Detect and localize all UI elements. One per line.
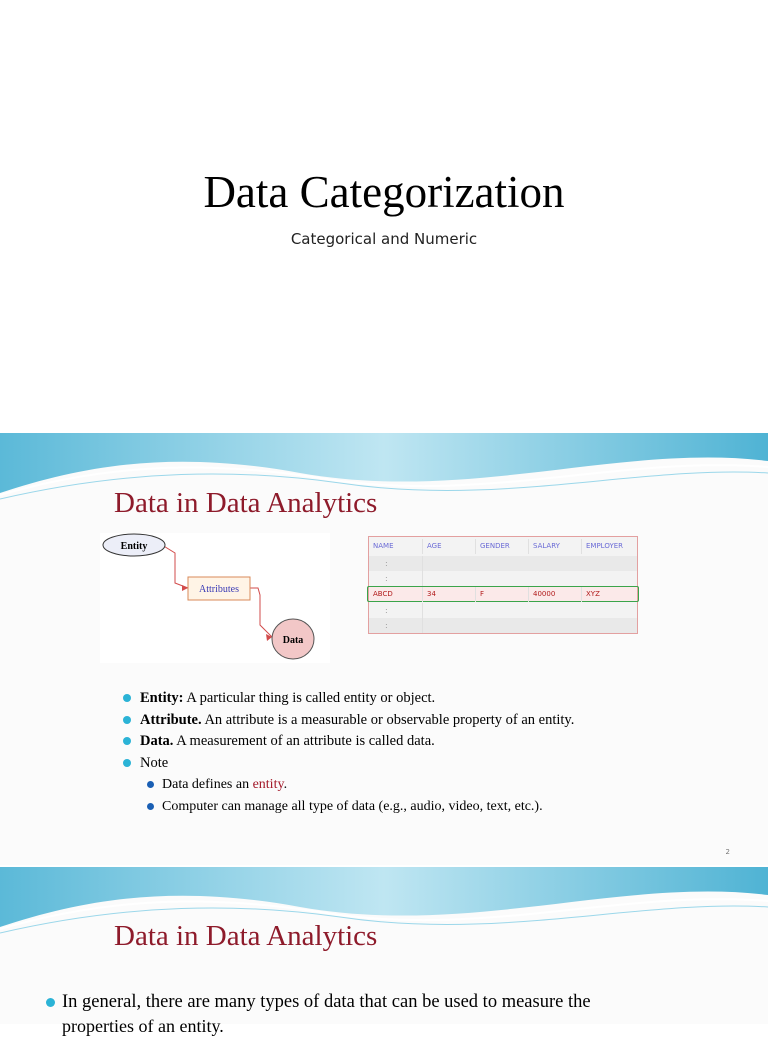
table-cell: : (369, 603, 423, 618)
table-cell: : (369, 618, 423, 633)
table-row (369, 618, 637, 633)
table-cell: : (369, 571, 423, 586)
attributes-node-label: Attributes (199, 584, 239, 595)
bullet-term: Attribute. (140, 711, 202, 728)
table-header-cell: GENDER (476, 539, 529, 554)
list-item-continuation: properties of an entity. (62, 1016, 224, 1036)
bullet-list (122, 688, 742, 817)
bullet-term: Entity: (140, 690, 184, 706)
list-item (122, 710, 742, 732)
bullet-term: Data. (140, 733, 174, 749)
table-header-cell: SALARY (529, 539, 582, 554)
list-item (122, 731, 742, 753)
sub-bullet-highlight: entity (252, 777, 284, 792)
table-cell: XYZ (586, 590, 600, 598)
entity-attribute-data-diagram (100, 533, 330, 663)
sub-list-item (122, 774, 742, 796)
data-node-label: Data (282, 635, 304, 646)
sub-list-item (122, 796, 742, 818)
table-cell: F (476, 587, 529, 602)
page-number: 2 (725, 848, 730, 856)
table-cell: : (369, 556, 423, 571)
list-item (122, 688, 742, 710)
table-cell: ABCD (369, 587, 423, 602)
sub-bullet-text: Data defines an (162, 777, 253, 792)
title-slide (0, 0, 768, 432)
list-item: In general, there are many types of data that can be used to measure the (46, 990, 762, 1014)
table-header-row (369, 539, 637, 554)
sub-bullet-text: Computer can manage all type of data (e.g., audio, video, text, etc.). (162, 798, 543, 814)
content-slide-2 (0, 433, 768, 865)
bullet-text: A particular thing is called entity or object. (183, 690, 436, 706)
table-header-cell: NAME (369, 539, 423, 554)
table-header-cell: AGE (423, 539, 476, 554)
content-slide-3 (0, 867, 768, 1036)
table-row (369, 571, 637, 586)
list-item (122, 753, 742, 775)
bullet-text: Note (140, 754, 169, 771)
table-header-cell: EMPLOYER (586, 542, 624, 550)
highlighted-table-row (369, 587, 637, 602)
slide-heading: Data in Data Analytics (114, 487, 378, 519)
slide-subtitle: Categorical and Numeric (290, 230, 478, 248)
bullet-text: A measurement of an attribute is called data. (173, 733, 435, 749)
entity-node-label: Entity (120, 541, 148, 552)
slide-heading: Data in Data Analytics (114, 920, 378, 952)
table-cell: 40000 (529, 587, 582, 602)
bullet-text: An attribute is a measurable or observable property of an entity. (201, 711, 575, 728)
table-cell: 34 (423, 587, 476, 602)
sample-data-table (368, 536, 638, 634)
table-row (369, 603, 637, 618)
table-row (369, 556, 637, 571)
slide-title: Data Categorization (203, 167, 565, 217)
sub-bullet-suffix: . (283, 777, 288, 792)
